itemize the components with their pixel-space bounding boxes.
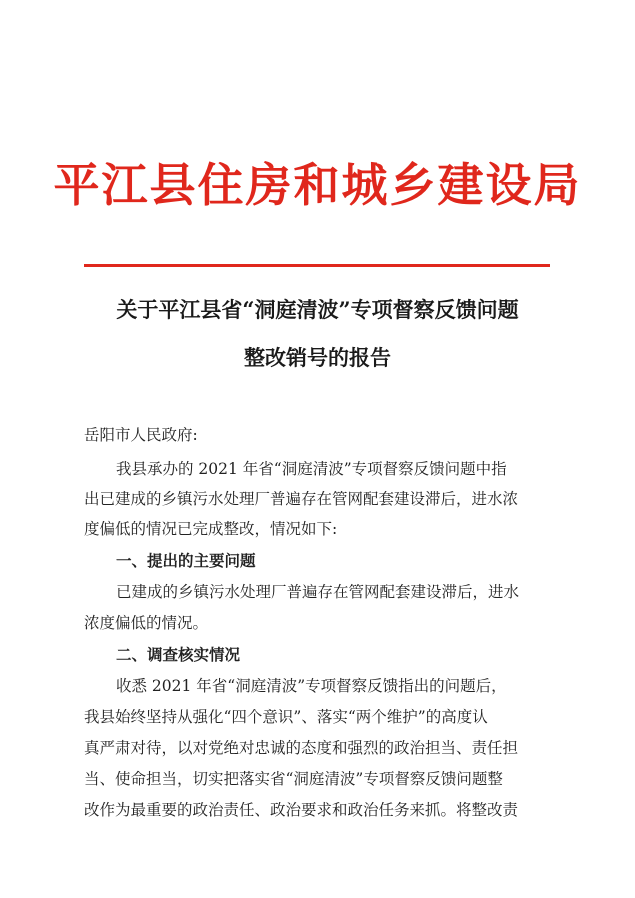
agency-header: 平江县住房和城乡建设局 — [53, 158, 582, 212]
section-2-line-3: 真严肃对待，以对党绝对忠诚的态度和强烈的政治担当、责任担 — [84, 739, 519, 757]
red-divider-line — [84, 264, 550, 267]
section-1-heading: 一、提出的主要问题 — [116, 552, 256, 570]
intro-line-1: 我县承办的 2021 年省“洞庭清波”专项督察反馈问题中指 — [116, 460, 507, 478]
section-2-line-4: 当、使命担当，切实把落实省“洞庭清波”专项督察反馈问题整 — [84, 770, 503, 788]
section-2-line-1: 收悉 2021 年省“洞庭清波”专项督察反馈指出的问题后， — [116, 677, 507, 695]
section-2-heading: 二、调查核实情况 — [116, 646, 241, 664]
section-1-line-2: 浓度偏低的情况。 — [84, 614, 209, 632]
section-2-line-5: 改作为最重要的政治责任、政治要求和政治任务来抓。将整改责 — [84, 801, 519, 819]
intro-line-3: 度偏低的情况已完成整改，情况如下: — [84, 520, 338, 538]
salutation: 岳阳市人民政府: — [84, 426, 198, 444]
section-2-line-2: 我县始终坚持从强化“四个意识”、落实“两个维护”的高度认 — [84, 708, 488, 726]
intro-line-2: 出已建成的乡镇污水处理厂普遍存在管网配套建设滞后，进水浓 — [84, 490, 519, 508]
document-title-line-1: 关于平江县省“洞庭清波”专项督察反馈问题 — [116, 297, 519, 322]
document-title-line-2: 整改销号的报告 — [244, 345, 391, 370]
section-1-line-1: 已建成的乡镇污水处理厂普遍存在管网配套建设滞后，进水 — [116, 583, 520, 601]
